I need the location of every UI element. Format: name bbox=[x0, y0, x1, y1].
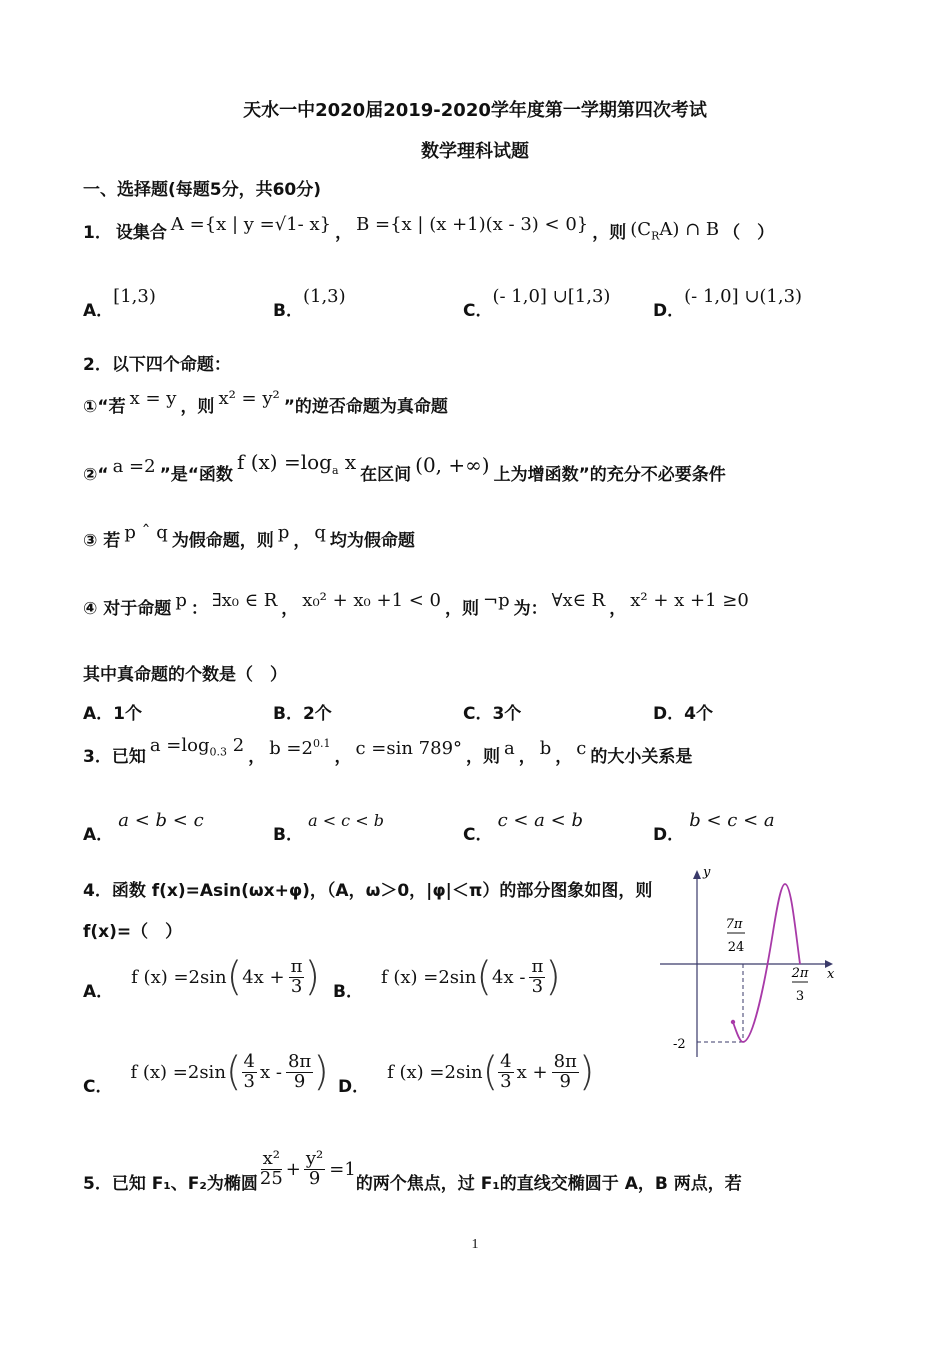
q4-line-2: f(x)=（ ） bbox=[83, 922, 183, 942]
q1-number: 1． bbox=[83, 223, 112, 243]
y-axis-label: y bbox=[703, 865, 711, 880]
q2-proposition-3: ③ 若 p ˆ q 为假命题，则 p ， q 均为假命题 bbox=[83, 522, 415, 551]
q1-option-b[interactable]: B．(1,3) bbox=[273, 286, 346, 321]
q1-option-d[interactable]: D．(- 1,0] ∪(1,3) bbox=[653, 286, 803, 321]
y-min-label: -2 bbox=[673, 1037, 686, 1052]
tick-7pi-over-24-den: 24 bbox=[727, 940, 745, 955]
tick-2pi-over-3-num: 2π bbox=[791, 966, 809, 981]
x-axis-label: x bbox=[827, 967, 835, 982]
q1-comma: ， bbox=[335, 223, 353, 243]
q2-proposition-4: ④ 对于命题 p ： ∃x₀ ∈ R ， x₀² + x₀ +1 < 0 ，则 ¬p 为： ∀x∈ R ， x² + x +1 ≥0 bbox=[83, 590, 749, 619]
q1-lead: 设集合 bbox=[115, 223, 167, 243]
q2-option-c[interactable]: C．3个 bbox=[463, 704, 522, 724]
q4-line-1: 4．函数 f(x)=Asin(ωx+φ)，（A，ω＞0，|φ|＜π）的部分图象如图，则 bbox=[83, 881, 653, 901]
exam-title: 天水一中2020届2019-2020学年度第一学期第四次考试 bbox=[243, 100, 707, 121]
q1-option-a[interactable]: A．[1,3) bbox=[83, 286, 156, 321]
q2-lead: 2．以下四个命题： bbox=[83, 355, 231, 375]
section-heading: 一、选择题(每题5分，共60分) bbox=[83, 180, 322, 200]
q3-options bbox=[83, 806, 883, 846]
q2-option-b[interactable]: B．2个 bbox=[273, 704, 332, 724]
q4-function-graph bbox=[655, 862, 840, 1062]
question-3: 3．已知 $a =\log_{0.3}$ 2 ， $b =2^{0.1}$ ， c =sin 789° ，则 a ， b ， c 的大小关系是 bbox=[83, 735, 693, 767]
q4-option-a[interactable]: A． f (x) =2sin ( 4x + $\frac{\pi}{3}$ ) bbox=[83, 954, 321, 1002]
curve-start-point bbox=[731, 1020, 735, 1024]
q1-then: ，则 bbox=[592, 223, 627, 243]
q3-option-d[interactable]: D． b < c < a bbox=[653, 810, 775, 845]
q2-option-d[interactable]: D．4个 bbox=[653, 704, 713, 724]
q1-option-c[interactable]: C．(- 1,0] ∪[1,3) bbox=[463, 286, 611, 321]
tick-7pi-over-24-num: 7π bbox=[725, 917, 743, 932]
exam-subtitle: 数学理科试题 bbox=[421, 141, 529, 162]
page-number: 1 bbox=[471, 1237, 479, 1252]
q3-option-b[interactable]: B． a < c < b bbox=[273, 811, 384, 845]
q4-option-c[interactable]: C． f (x) =2sin ( $\frac{4}{3}$ x - $\frac{8\pi}{9}$ ) bbox=[83, 1049, 329, 1097]
q4-option-b[interactable]: B． f (x) =2sin ( 4x - $\frac{\pi}{3}$ ) bbox=[333, 954, 561, 1002]
q2-question: 其中真命题的个数是（ ） bbox=[83, 665, 287, 685]
sine-curve bbox=[733, 884, 800, 1042]
q2-option-a[interactable]: A．1个 bbox=[83, 704, 142, 724]
q1-set-a: A ={x | y =√1- x} bbox=[170, 214, 332, 235]
q3-option-a[interactable]: A． a < b < c bbox=[83, 810, 204, 845]
q1-blank: （ ） bbox=[723, 223, 775, 243]
question-5: 5．已知 F₁、F₂为椭圆 $\frac{\text{x²}}{25}$ + $\frac{\text{y²}}{9}$ =1 的两个焦点，过 F₁的直线交椭圆于 A，B 两点，若 bbox=[83, 1148, 742, 1194]
q4-option-d[interactable]: D． f (x) =2sin ( $\frac{4}{3}$ x + $\frac{8\pi}{9}$ ) bbox=[338, 1049, 595, 1097]
q2-proposition-1: ①“若 x = y ，则 x² = y² ”的逆否命题为真命题 bbox=[83, 388, 448, 417]
q1-set-b: B ={x | (x +1)(x - 3) < 0} bbox=[356, 214, 589, 235]
y-axis-arrow bbox=[693, 870, 701, 879]
q3-option-c[interactable]: C． c < a < b bbox=[463, 810, 583, 845]
q2-proposition-2: ②“ a =2 ”是“函数 f $(x) =\log_a$ x 在区间 (0, +∞) 上为增函数”的充分不必要条件 bbox=[83, 450, 726, 485]
q1-expression: $(C_RA)$ ∩ B bbox=[630, 219, 720, 243]
q1-options bbox=[83, 282, 883, 322]
tick-2pi-over-3-den: 3 bbox=[795, 989, 805, 1004]
question-1 bbox=[83, 214, 778, 243]
